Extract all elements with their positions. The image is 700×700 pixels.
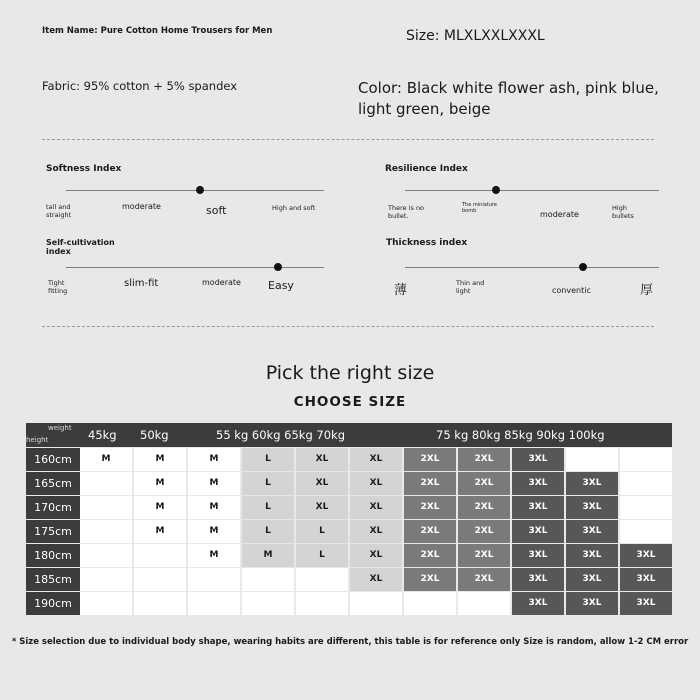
size-cell [80,496,132,519]
size-cell: 3XL [566,544,618,567]
size-cell: L [242,448,294,471]
softness-label-4: High and soft [272,204,316,212]
size-cell [620,496,672,519]
fabric-info: Fabric: 95% cotton + 5% spandex [42,79,238,93]
size-cell: M [242,544,294,567]
size-cell [620,448,672,471]
size-cell [188,568,240,591]
self-cultivation-label-3: moderate [202,278,241,287]
size-cell [80,520,132,543]
resilience-label-1: There is no bullet. [388,204,425,220]
resilience-marker [492,186,500,194]
size-cell: M [134,520,186,543]
size-cell: M [188,496,240,519]
size-cell: M [134,472,186,495]
size-cell [350,592,402,615]
item-name: Item Name: Pure Cotton Home Trousers for Men [42,26,273,36]
size-cell: 3XL [512,448,564,471]
size-cell: 2XL [404,496,456,519]
size-cell: 3XL [620,568,672,591]
size-cell: 2XL [458,520,510,543]
thickness-label-2: Thin and light [456,279,485,295]
self-cultivation-track [66,267,324,268]
divider-top [42,139,654,140]
weight-header-3: 55 kg 60kg 65kg 70kg [216,428,345,442]
size-cell: 3XL [512,472,564,495]
size-cell: L [296,520,348,543]
size-cell [80,472,132,495]
size-cell [242,568,294,591]
size-cell: 3XL [566,568,618,591]
color-info: Color: Black white flower ash, pink blue, light green, beige [358,79,659,118]
size-cell: XL [296,472,348,495]
size-cell: 2XL [404,520,456,543]
size-cell: 2XL [404,448,456,471]
softness-track [66,190,324,191]
divider-middle [42,326,654,327]
size-cell: 2XL [458,496,510,519]
size-cell [296,592,348,615]
thickness-marker [579,263,587,271]
size-cell: 2XL [458,568,510,591]
size-chart-title: Pick the right size [265,362,435,384]
size-cell: 2XL [404,544,456,567]
size-cell: 2XL [404,472,456,495]
resilience-label-4: High bullets [612,204,634,220]
size-cell [80,568,132,591]
size-cell: M [80,448,132,471]
size-cell: 2XL [458,448,510,471]
self-cultivation-title: Self-cultivation index [46,238,115,256]
thickness-title: Thickness index [386,238,468,248]
size-cell [458,592,510,615]
size-cell [620,520,672,543]
size-cell [80,544,132,567]
size-table [26,423,672,621]
resilience-label-3: moderate [540,210,579,219]
height-label: 160cm [26,448,80,471]
thickness-label-3: conventic [552,286,591,295]
size-cell: XL [296,448,348,471]
weight-header-4: 75 kg 80kg 85kg 90kg 100kg [436,428,605,442]
size-cell [566,448,618,471]
softness-label-1: tall and straight [46,203,72,219]
self-cultivation-label-2: slim-fit [124,278,159,289]
size-cell [80,592,132,615]
size-cell: 2XL [458,472,510,495]
height-label: 165cm [26,472,80,495]
size-cell [134,592,186,615]
size-cell: XL [350,448,402,471]
size-cell: 3XL [512,592,564,615]
size-cell: M [188,448,240,471]
resilience-label-2: The miniature bomb [462,202,497,214]
weight-header-row [26,423,672,447]
size-cell: 3XL [512,568,564,591]
size-cell [188,592,240,615]
size-cell: M [188,472,240,495]
softness-label-2: moderate [122,202,161,211]
size-cell [134,544,186,567]
height-label: 190cm [26,592,80,615]
size-cell: 3XL [566,472,618,495]
size-cell: 3XL [566,520,618,543]
height-label: 180cm [26,544,80,567]
size-cell: L [242,520,294,543]
softness-title: Softness Index [46,164,122,174]
size-cell: 2XL [404,568,456,591]
weight-header-1: 45kg [88,428,117,442]
size-cell: L [242,472,294,495]
size-cell [404,592,456,615]
self-cultivation-label-4: Easy [268,279,294,292]
height-label: 175cm [26,520,80,543]
size-cell: XL [350,568,402,591]
size-cell: XL [350,520,402,543]
size-cell: 3XL [566,496,618,519]
size-info: Size: MLXLXXLXXXL [406,28,545,44]
size-cell: 3XL [620,592,672,615]
size-cell: 3XL [566,592,618,615]
softness-marker [196,186,204,194]
size-note: * Size selection due to individual body shape, wearing habits are different, this table is for reference only Size is random, allow 1-2 CM error [11,637,689,647]
self-cultivation-label-1: Tight fitting [48,279,68,295]
softness-label-3: soft [206,204,227,217]
corner-height-label: height [26,436,49,444]
size-cell: XL [350,472,402,495]
size-cell: 2XL [458,544,510,567]
size-cell: M [134,496,186,519]
size-cell [134,568,186,591]
weight-header-2: 50kg [140,428,169,442]
size-cell: 3XL [512,496,564,519]
size-cell: XL [350,544,402,567]
size-cell: 3XL [620,544,672,567]
resilience-title: Resilience Index [385,164,468,174]
size-cell [296,568,348,591]
size-cell: L [296,544,348,567]
size-cell: XL [350,496,402,519]
thickness-label-4: 厚 [640,283,654,298]
size-cell: M [188,544,240,567]
size-chart-subtitle: CHOOSE SIZE [293,394,407,410]
size-cell: L [242,496,294,519]
size-cell [620,472,672,495]
height-label: 185cm [26,568,80,591]
size-cell: M [188,520,240,543]
height-label: 170cm [26,496,80,519]
thickness-track [405,267,659,268]
resilience-track [405,190,659,191]
size-cell: M [134,448,186,471]
size-cell: 3XL [512,520,564,543]
size-cell [242,592,294,615]
size-cell: 3XL [512,544,564,567]
corner-weight-label: weight [48,424,72,432]
thickness-label-1: 薄 [394,283,408,298]
self-cultivation-marker [274,263,282,271]
size-cell: XL [296,496,348,519]
